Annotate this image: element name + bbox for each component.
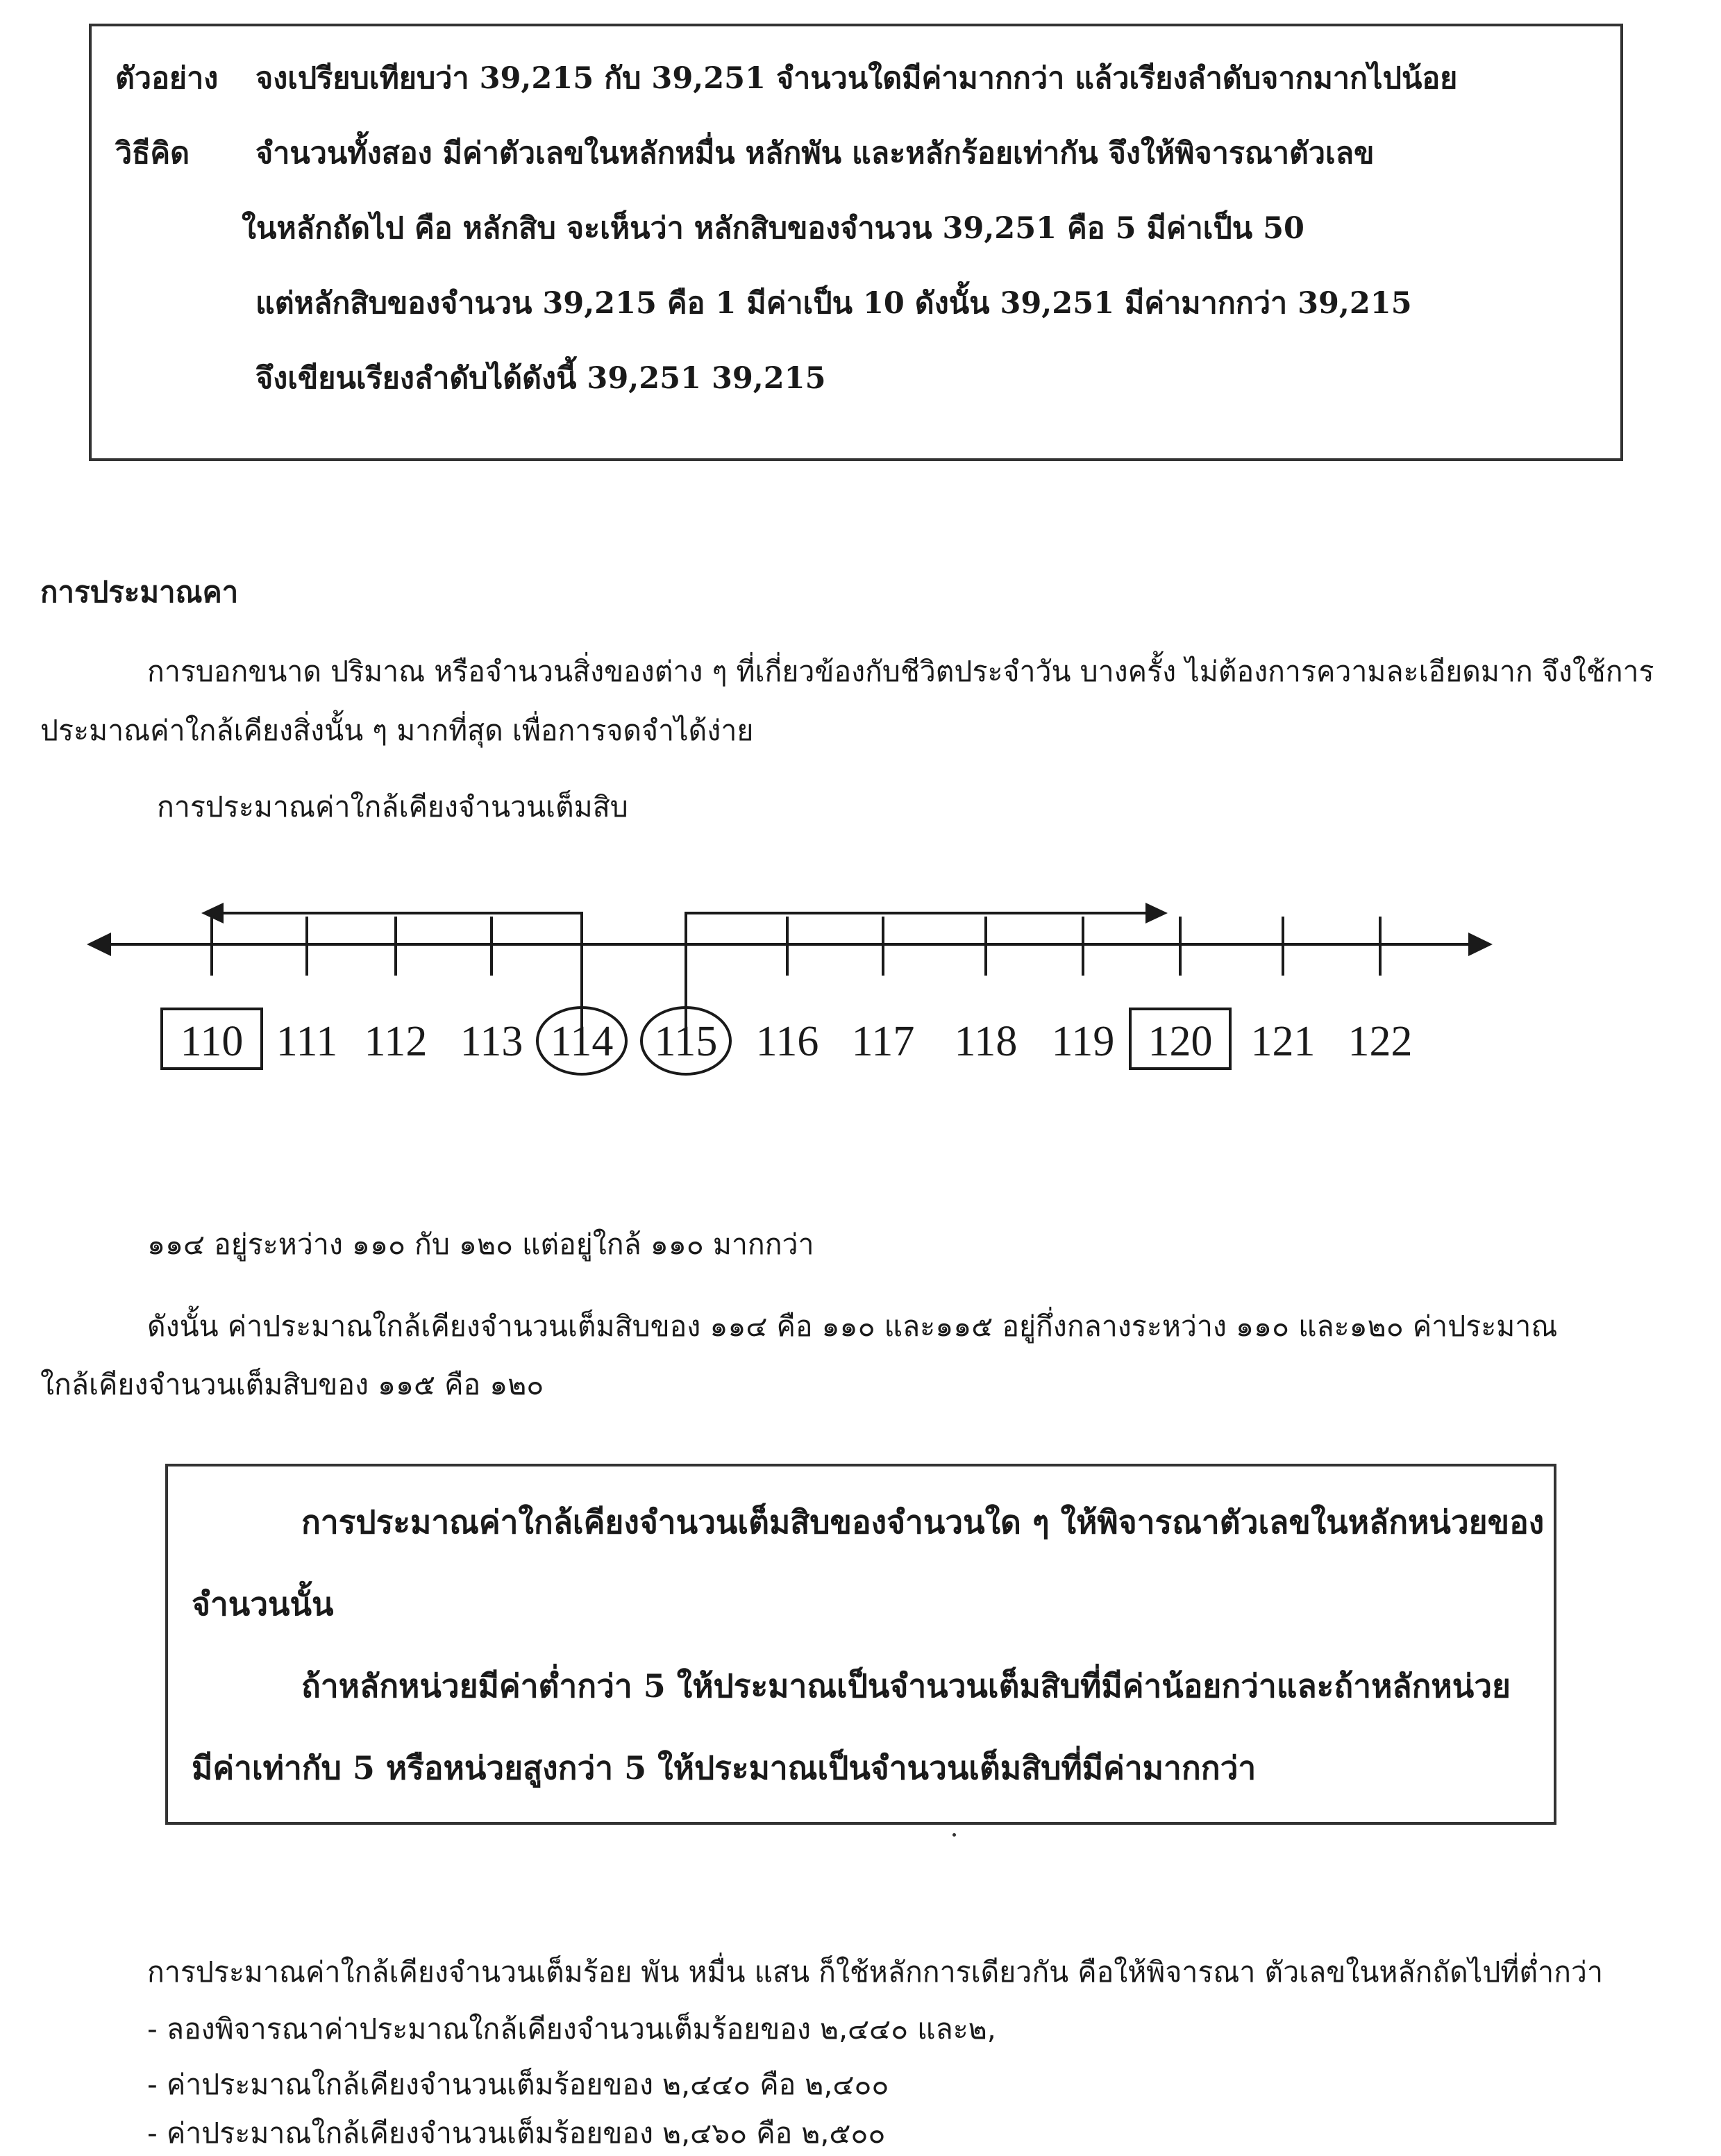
- tick-label: 115: [654, 1018, 718, 1065]
- rule-line: การประมาณค่าใกล้เคียงจำนวนเต็มสิบของจำนวนใด ๆ ให้พิจารณาตัวเลขในหลักหน่วยของ: [301, 1503, 1545, 1541]
- closing-line: - ค่าประมาณใกล้เคียงจำนวนเต็มร้อยของ ๒,๔๔๐ คือ ๒,๔๐๐: [147, 2068, 889, 2101]
- round-down-arrow: [215, 913, 582, 1031]
- axis-left-arrow: [87, 933, 111, 956]
- tick-label: 120: [1148, 1018, 1213, 1065]
- closing-line: การประมาณค่าใกล้เคียงจำนวนเต็มร้อย พัน หมื่น แสน ก็ใช้หลักการเดียวกัน คือให้พิจารณา ตัวเลขในหลักถัดไปที่ต่ำกว่า: [147, 1955, 1603, 1989]
- method-line: แต่หลักสิบของจำนวน 39,215 คือ 1 มีค่าเป็น 10 ดังนั้น 39,251 มีค่ามากกว่า 39,215: [255, 286, 1412, 321]
- closing-line: - ค่าประมาณใกล้เคียงจำนวนเต็มร้อยของ ๒,๔๖๐ คือ ๒,๕๐๐: [147, 2116, 886, 2150]
- explanation-line: ๑๑๔ อยู่ระหว่าง ๑๑๐ กับ ๑๒๐ แต่อยู่ใกล้ ๑๑๐ มากกว่า: [147, 1228, 814, 1261]
- method-label: วิธีคิด: [115, 136, 190, 171]
- tick-label: 119: [1051, 1018, 1115, 1065]
- intro-line: การบอกขนาด ปริมาณ หรือจำนวนสิ่งของต่าง ๆ ที่เกี่ยวข้องกับชีวิตประจำวัน บางครั้ง ไม่ต้องการความละเอียดมาก จึงใช้การ: [147, 655, 1654, 688]
- tick-label: 112: [364, 1018, 428, 1065]
- method-line: จำนวนทั้งสอง มีค่าตัวเลขในหลักหมื่น หลักพัน และหลักร้อยเท่ากัน จึงให้พิจารณาตัวเลข: [255, 136, 1375, 171]
- axis-right-arrow: [1468, 933, 1493, 956]
- tick-label: 122: [1348, 1018, 1413, 1065]
- intro-subheading: การประมาณค่าใกล้เคียงจำนวนเต็มสิบ: [157, 790, 628, 824]
- tick-label: 121: [1250, 1018, 1316, 1065]
- tick-label: 118: [954, 1018, 1018, 1065]
- example-label: ตัวอย่าง: [115, 61, 219, 96]
- rule-line: จำนวนนั้น: [192, 1585, 334, 1623]
- number-line: [0, 882, 1721, 1111]
- method-line: จึงเขียนเรียงลำดับได้ดังนี้ 39,251 39,215: [255, 361, 826, 396]
- tick-label: 117: [851, 1018, 915, 1065]
- example-box: [89, 24, 1623, 461]
- example-question: จงเปรียบเทียบว่า 39,215 กับ 39,251 จำนวนใดมีค่ามากกว่า แล้วเรียงลำดับจากมากไปน้อย: [255, 61, 1458, 96]
- method-line: ในหลักถัดไป คือ หลักสิบ จะเห็นว่า หลักสิบของจำนวน 39,251 คือ 5 มีค่าเป็น 50: [242, 211, 1304, 246]
- tick-label: 114: [550, 1018, 614, 1065]
- explanation-line: ใกล้เคียงจำนวนเต็มสิบของ ๑๑๕ คือ ๑๒๐: [40, 1368, 544, 1401]
- intro-line: ประมาณค่าใกล้เคียงสิ่งนั้น ๆ มากที่สุด เพื่อการจดจำได้ง่าย: [40, 714, 754, 747]
- rule-line: มีค่าเท่ากับ 5 หรือหน่วยสูงกว่า 5 ให้ประมาณเป็นจำนวนเต็มสิบที่มีค่ามากกว่า: [192, 1749, 1257, 1787]
- rule-box: [165, 1464, 1556, 1825]
- explanation-line: ดังนั้น ค่าประมาณใกล้เคียงจำนวนเต็มสิบของ ๑๑๔ คือ ๑๑๐ และ๑๑๕ อยู่กึ่งกลางระหว่าง ๑๑๐ และ๑๒๐ ค่าประมาณ: [147, 1310, 1558, 1343]
- closing-line: - ลองพิจารณาค่าประมาณใกล้เคียงจำนวนเต็มร้อยของ ๒,๔๔๐ และ๒,: [147, 2012, 996, 2046]
- tick-label: 113: [460, 1018, 523, 1065]
- rule-line: ถ้าหลักหน่วยมีค่าต่ำกว่า 5 ให้ประมาณเป็นจำนวนเต็มสิบที่มีค่าน้อยกว่าและถ้าหลักหน่วย: [301, 1667, 1511, 1705]
- tick-label: 110: [180, 1018, 244, 1065]
- stray-dot: [952, 1833, 956, 1837]
- tick-label: 116: [755, 1018, 819, 1065]
- tick-label: 111: [276, 1018, 338, 1065]
- round-up-arrowhead: [1145, 903, 1168, 924]
- section-heading: การประมาณคา: [40, 575, 239, 609]
